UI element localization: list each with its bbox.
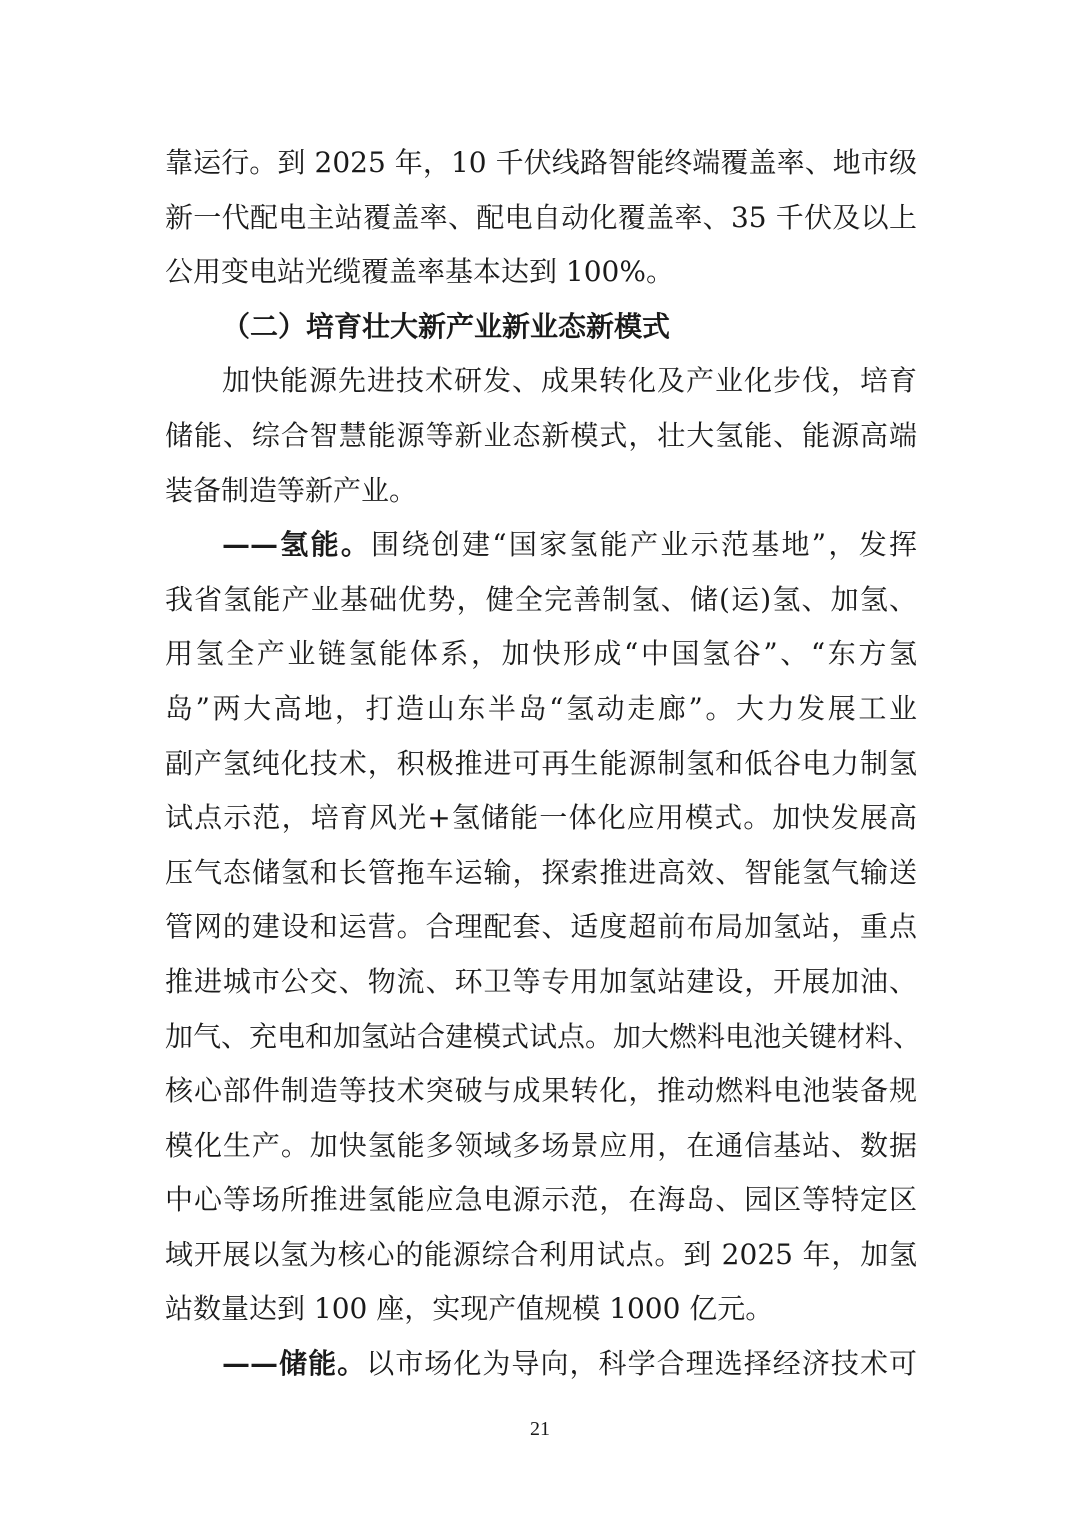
text-line: 装备制造等新产业。 (165, 473, 418, 507)
page-number: 21 (530, 1418, 550, 1440)
text-line: 模化生产。加快氢能多领域多场景应用，在通信基站、数据 (165, 1128, 917, 1162)
text-line: 中心等场所推进氢能应急电源示范，在海岛、园区等特定区 (165, 1183, 917, 1217)
text-line: 储能、综合智慧能源等新业态新模式，壮大氢能、能源高端 (165, 418, 917, 452)
text-line: 我省氢能产业基础优势，健全完善制氢、储(运)氢、加氢、 (165, 582, 917, 616)
text-line: 推进城市公交、物流、环卫等专用加氢站建设，开展加油、 (165, 964, 917, 998)
line-text: 以市场化为导向，科学合理选择经济技术可 (366, 1347, 917, 1381)
document-body (165, 136, 922, 1392)
paragraph (165, 354, 917, 518)
text-line: 压气态储氢和长管拖车运输，探索推进高效、智能氢气输送 (165, 855, 917, 889)
text-line: 站数量达到 100 座，实现产值规模 1000 亿元。 (165, 1292, 774, 1326)
text-line: 岛”两大高地，打造山东半岛“氢动走廊”。大力发展工业 (165, 691, 917, 725)
paragraph (165, 1337, 917, 1392)
bold-lead: ——储能。 (222, 1347, 367, 1381)
text-line: 加气、充电和加氢站合建模式试点。加大燃料电池关键材料、 (165, 1019, 922, 1053)
paragraph (165, 518, 922, 1337)
text-line (165, 518, 917, 573)
text-line: （二）培育壮大新产业新业态新模式 (222, 309, 671, 343)
text-line: 核心部件制造等技术突破与成果转化，推动燃料电池装备规 (165, 1074, 917, 1108)
text-line: 副产氢纯化技术，积极推进可再生能源制氢和低谷电力制氢 (165, 746, 917, 780)
line-text: 围绕创建“国家氢能产业示范基地”，发挥 (371, 528, 917, 562)
text-line: 公用变电站光缆覆盖率基本达到 100%。 (165, 255, 674, 289)
text-line: 试点示范，培育风光+氢储能一体化应用模式。加快发展高 (165, 801, 917, 835)
text-line: 加快能源先进技术研发、成果转化及产业化步伐，培育 (222, 364, 917, 398)
paragraph (165, 136, 917, 300)
text-line (165, 1337, 917, 1392)
text-line: 域开展以氢为核心的能源综合利用试点。到 2025 年，加氢 (165, 1237, 917, 1271)
text-line: 靠运行。到 2025 年，10 千伏线路智能终端覆盖率、地市级 (165, 146, 917, 179)
section-heading (165, 300, 917, 355)
text-line: 管网的建设和运营。合理配套、适度超前布局加氢站，重点 (165, 910, 917, 944)
text-line: 新一代配电主站覆盖率、配电自动化覆盖率、35 千伏及以上 (165, 200, 917, 234)
bold-lead: ——氢能。 (222, 528, 372, 562)
text-line: 用氢全产业链氢能体系，加快形成“中国氢谷”、“东方氢 (165, 637, 917, 671)
